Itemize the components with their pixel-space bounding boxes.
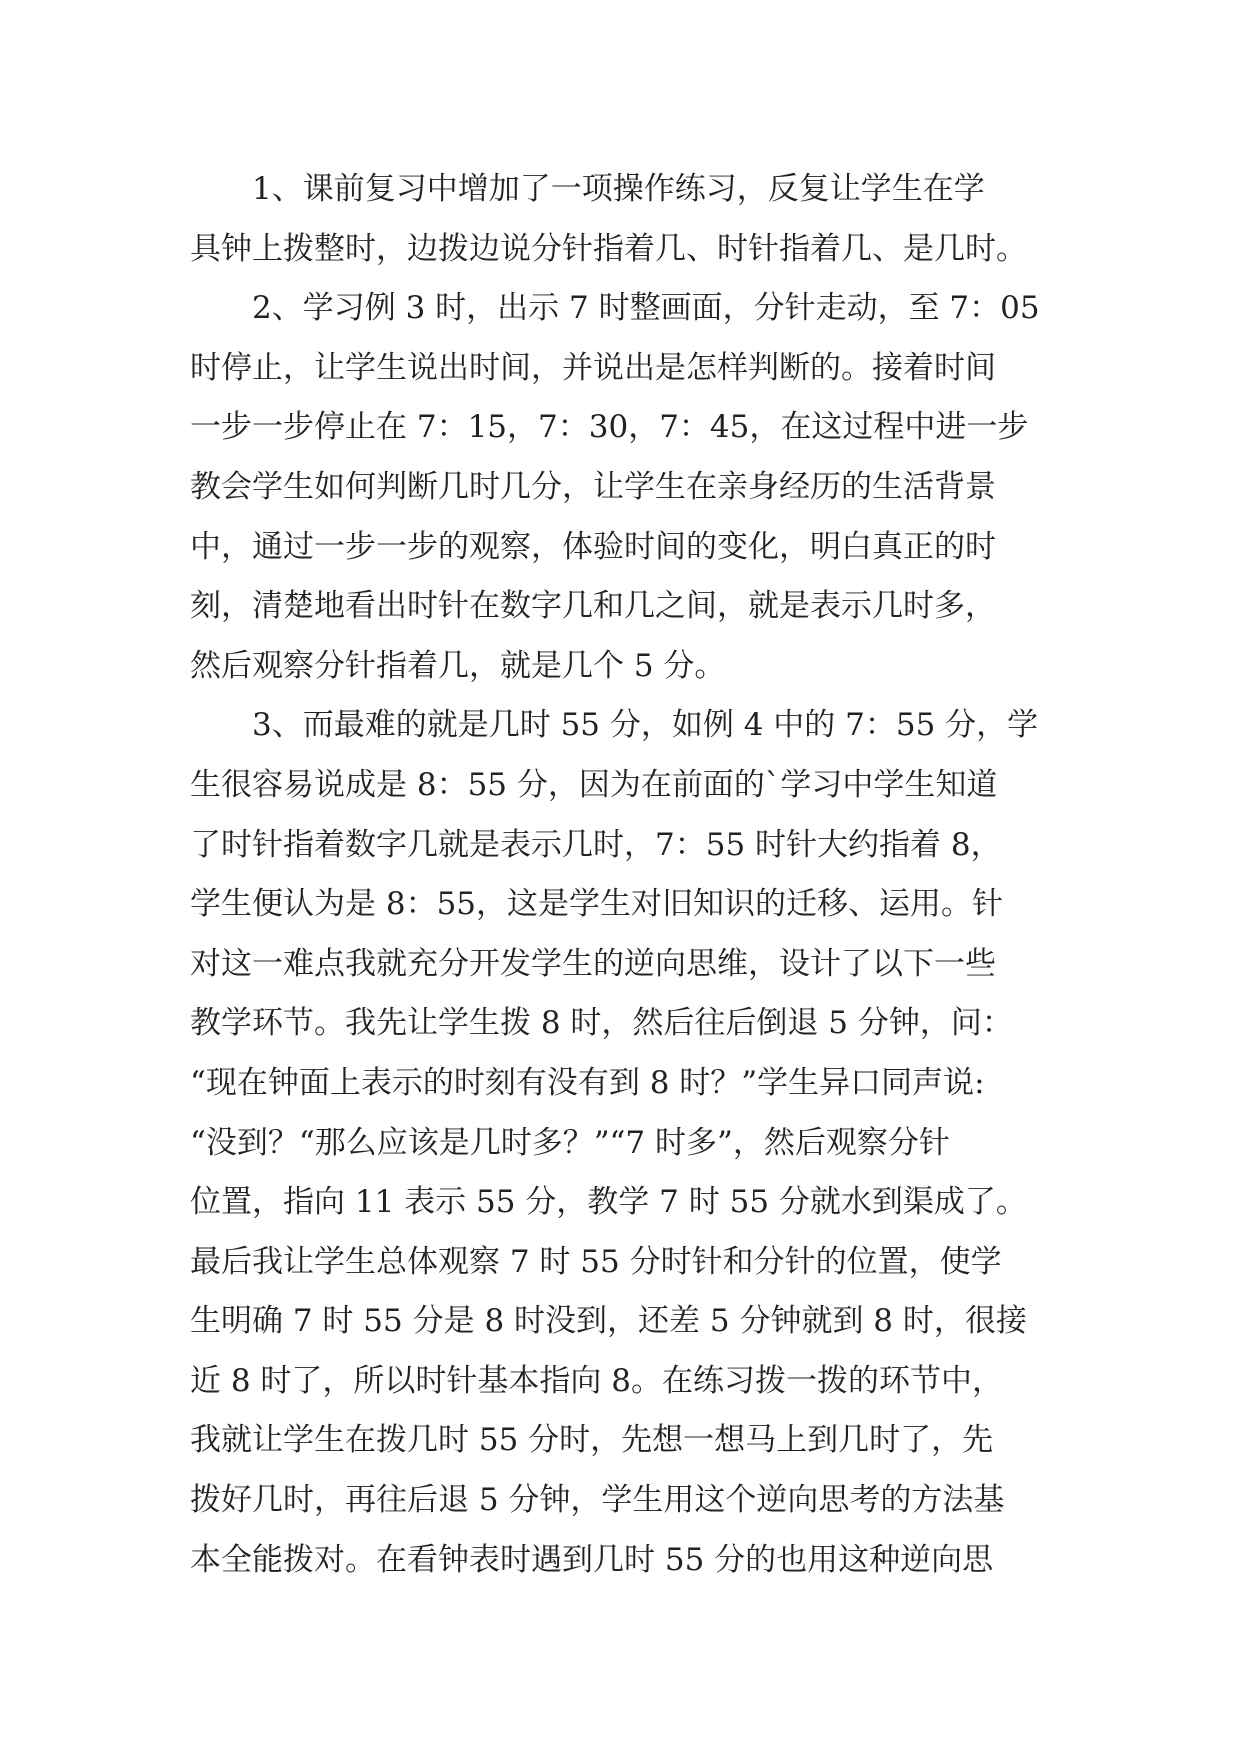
text-line: 中，通过一步一步的观察，体验时间的变化，明白真正的时 [190, 528, 996, 565]
text-line: 位置，指向 11 表示 55 分，教学 7 时 55 分就水到渠成了。 [190, 1184, 1027, 1221]
text-line: 生明确 7 时 55 分是 8 时没到，还差 5 分钟就到 8 时，很接 [190, 1303, 1027, 1340]
text-line: 然后观察分针指着几，就是几个 5 分。 [190, 647, 726, 684]
text-line: 对这一难点我就充分开发学生的逆向思维，设计了以下一些 [190, 945, 996, 982]
text-line: 了时针指着数字几就是表示几时，7：55 时针大约指着 8， [190, 826, 1002, 863]
text-line: “现在钟面上表示的时刻有没有到 8 时？”学生异口同声说: [190, 1064, 985, 1101]
text-line: 教学环节。我先让学生拨 8 时，然后往后倒退 5 分钟，问： [190, 1005, 1013, 1042]
text-line: 1、课前复习中增加了一项操作练习，反复让学生在学 [252, 171, 985, 207]
text-line: 本全能拨对。在看钟表时遇到几时 55 分的也用这种逆向思 [190, 1541, 994, 1578]
document-body [190, 160, 1070, 1590]
text-line: 2、学习例 3 时，出示 7 时整画面，分针走动，至 7：05 [252, 290, 1040, 327]
text-line: 我就让学生在拨几时 55 分时，先想一想马上到几时了，先 [190, 1422, 994, 1459]
text-line: 3、而最难的就是几时 55 分，如例 4 中的 7：55 分，学 [252, 707, 1039, 744]
text-line: 最后我让学生总体观察 7 时 55 分时针和分针的位置，使学 [190, 1243, 1002, 1280]
text-line: 刻，清楚地看出时针在数字几和几之间，就是表示几时多， [190, 588, 996, 625]
text-line: 时停止，让学生说出时间，并说出是怎样判断的。接着时间 [190, 349, 996, 386]
text-line: 拨好几时，再往后退 5 分钟，学生用这个逆向思考的方法基 [190, 1482, 1005, 1519]
text-line: 生很容易说成是 8：55 分，因为在前面的`学习中学生知道 [190, 766, 998, 803]
text-line: 教会学生如何判断几时几分，让学生在亲身经历的生活背景 [190, 468, 996, 505]
text-line: 具钟上拨整时，边拨边说分针指着几、时针指着几、是几时。 [190, 230, 1027, 267]
text-line: “没到？“那么应该是几时多？”“7 时多”，然后观察分针 [190, 1124, 950, 1161]
text-line: 一步一步停止在 7：15，7：30，7：45，在这过程中进一步 [190, 409, 1029, 446]
text-line: 近 8 时了，所以时针基本指向 8。在练习拨一拨的环节中， [190, 1362, 1004, 1399]
text-line: 学生便认为是 8：55，这是学生对旧知识的迁移、运用。针 [190, 886, 1004, 923]
